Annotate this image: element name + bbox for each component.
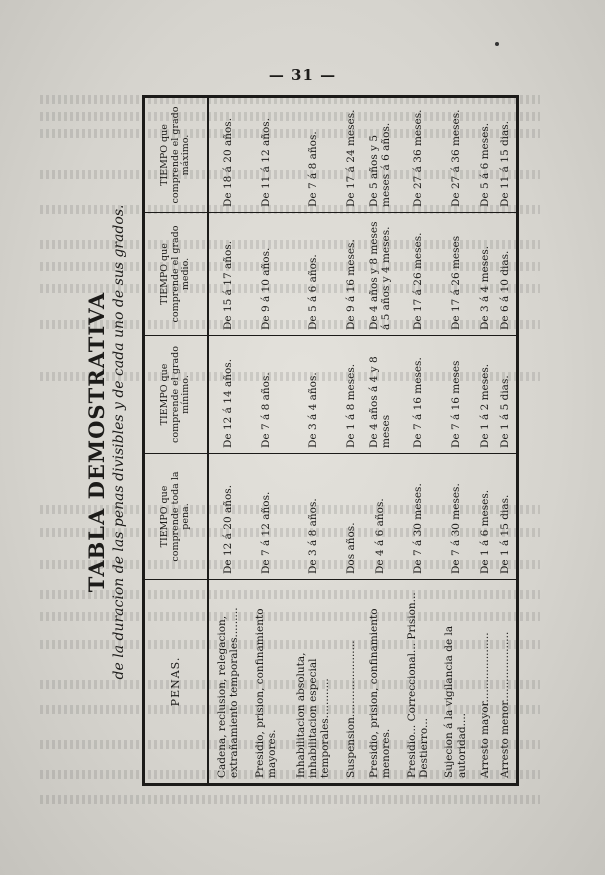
cell-pena: Inhabilitacion absoluta, inhabilitacion especial temporales............ bbox=[285, 580, 340, 785]
table-row bbox=[437, 97, 475, 785]
cell-pena: Suspension....................... bbox=[341, 580, 361, 785]
cell-maximo: De 5 años y 5 meses á 6 años. bbox=[361, 97, 399, 213]
cell-medio: De 4 años y 8 meses á 5 años y 4 meses. bbox=[361, 213, 399, 336]
table-row bbox=[474, 97, 494, 785]
cell-minimo: De 1 á 5 dias. bbox=[495, 336, 518, 454]
header-minimo: TIEMPO que comprende el grado mínimo. bbox=[144, 336, 209, 454]
table-row bbox=[399, 97, 437, 785]
cell-total: De 7 á 30 meses. bbox=[399, 454, 437, 580]
cell-minimo: De 7 á 16 meses. bbox=[399, 336, 437, 454]
cell-total: De 7 á 30 meses. bbox=[437, 454, 475, 580]
table-row bbox=[247, 97, 285, 785]
cell-pena: Presidio... Correccional... Prision... Destierro... bbox=[399, 580, 437, 785]
table-subtitle: de la duracion de las penas divisibles y de cada uno de sus grados. bbox=[111, 204, 127, 680]
header-penas: PENAS. bbox=[144, 580, 209, 785]
table-header-row bbox=[144, 97, 209, 785]
header-total: TIEMPO que comprende toda la pena. bbox=[144, 454, 209, 580]
cell-medio: De 3 á 4 meses. bbox=[474, 213, 494, 336]
cell-total: De 7 á 12 años. bbox=[247, 454, 285, 580]
cell-minimo: De 7 á 8 años. bbox=[247, 336, 285, 454]
cell-maximo: De 11 á 15 dias. bbox=[495, 97, 518, 213]
cell-minimo: De 4 años á 4 y 8 meses bbox=[361, 336, 399, 454]
cell-total: De 12 á 20 años. bbox=[208, 454, 247, 580]
rotated-table-block bbox=[84, 92, 534, 792]
cell-medio: De 17 á 26 meses bbox=[437, 213, 475, 336]
cell-pena: Arresto menor..................... bbox=[495, 580, 518, 785]
penalty-duration-table bbox=[142, 95, 519, 786]
cell-medio: De 15 á 17 años. bbox=[208, 213, 247, 336]
cell-minimo: De 1 á 2 meses. bbox=[474, 336, 494, 454]
cell-medio: De 5 á 6 años. bbox=[285, 213, 340, 336]
cell-minimo: De 7 á 16 meses bbox=[437, 336, 475, 454]
cell-minimo: De 3 á 4 años. bbox=[285, 336, 340, 454]
cell-total: De 4 á 6 años. bbox=[361, 454, 399, 580]
header-maximo: TIEMPO que comprende el grado máximo. bbox=[144, 97, 209, 213]
cell-maximo: De 27 á 36 meses. bbox=[437, 97, 475, 213]
header-medio: TIEMPO que comprende el grado medio. bbox=[144, 213, 209, 336]
cell-total: De 1 á 6 meses. bbox=[474, 454, 494, 580]
page-number: — 31 — bbox=[268, 66, 337, 84]
cell-total: De 3 á 8 años. bbox=[285, 454, 340, 580]
table-row bbox=[208, 97, 247, 785]
ink-speck bbox=[495, 42, 499, 46]
cell-pena: Sujecion á la vigilancia de la autoridad.... bbox=[437, 580, 475, 785]
cell-minimo: De 1 á 8 meses. bbox=[341, 336, 361, 454]
cell-pena: Presidio, prision, confinamiento mayores. bbox=[247, 580, 285, 785]
cell-maximo: De 27 á 36 meses. bbox=[399, 97, 437, 213]
cell-maximo: De 18 á 20 años. bbox=[208, 97, 247, 213]
cell-medio: De 9 á 16 meses. bbox=[341, 213, 361, 336]
cell-maximo: De 5 á 6 meses. bbox=[474, 97, 494, 213]
table-row bbox=[285, 97, 340, 785]
table-row bbox=[341, 97, 361, 785]
cell-total: Dos años. bbox=[341, 454, 361, 580]
cell-total: De 1 á 15 dias. bbox=[495, 454, 518, 580]
cell-minimo: De 12 á 14 años. bbox=[208, 336, 247, 454]
cell-pena: Arresto mayor..................... bbox=[474, 580, 494, 785]
table-row bbox=[361, 97, 399, 785]
cell-medio: De 9 á 10 años. bbox=[247, 213, 285, 336]
cell-medio: De 17 á 26 meses. bbox=[399, 213, 437, 336]
cell-medio: De 6 á 10 dias. bbox=[495, 213, 518, 336]
cell-maximo: De 7 á 8 años. bbox=[285, 97, 340, 213]
table-title: TABLA DEMOSTRATIVA bbox=[84, 291, 109, 593]
cell-pena: Cadena, reclusion, relegacion, extrañamiento temporales......... bbox=[208, 580, 247, 785]
table-row bbox=[495, 97, 518, 785]
cell-pena: Presidio, prision, confinamiento menores. bbox=[361, 580, 399, 785]
cell-maximo: De 11 á 12 años. bbox=[247, 97, 285, 213]
cell-maximo: De 17 á 24 meses. bbox=[341, 97, 361, 213]
